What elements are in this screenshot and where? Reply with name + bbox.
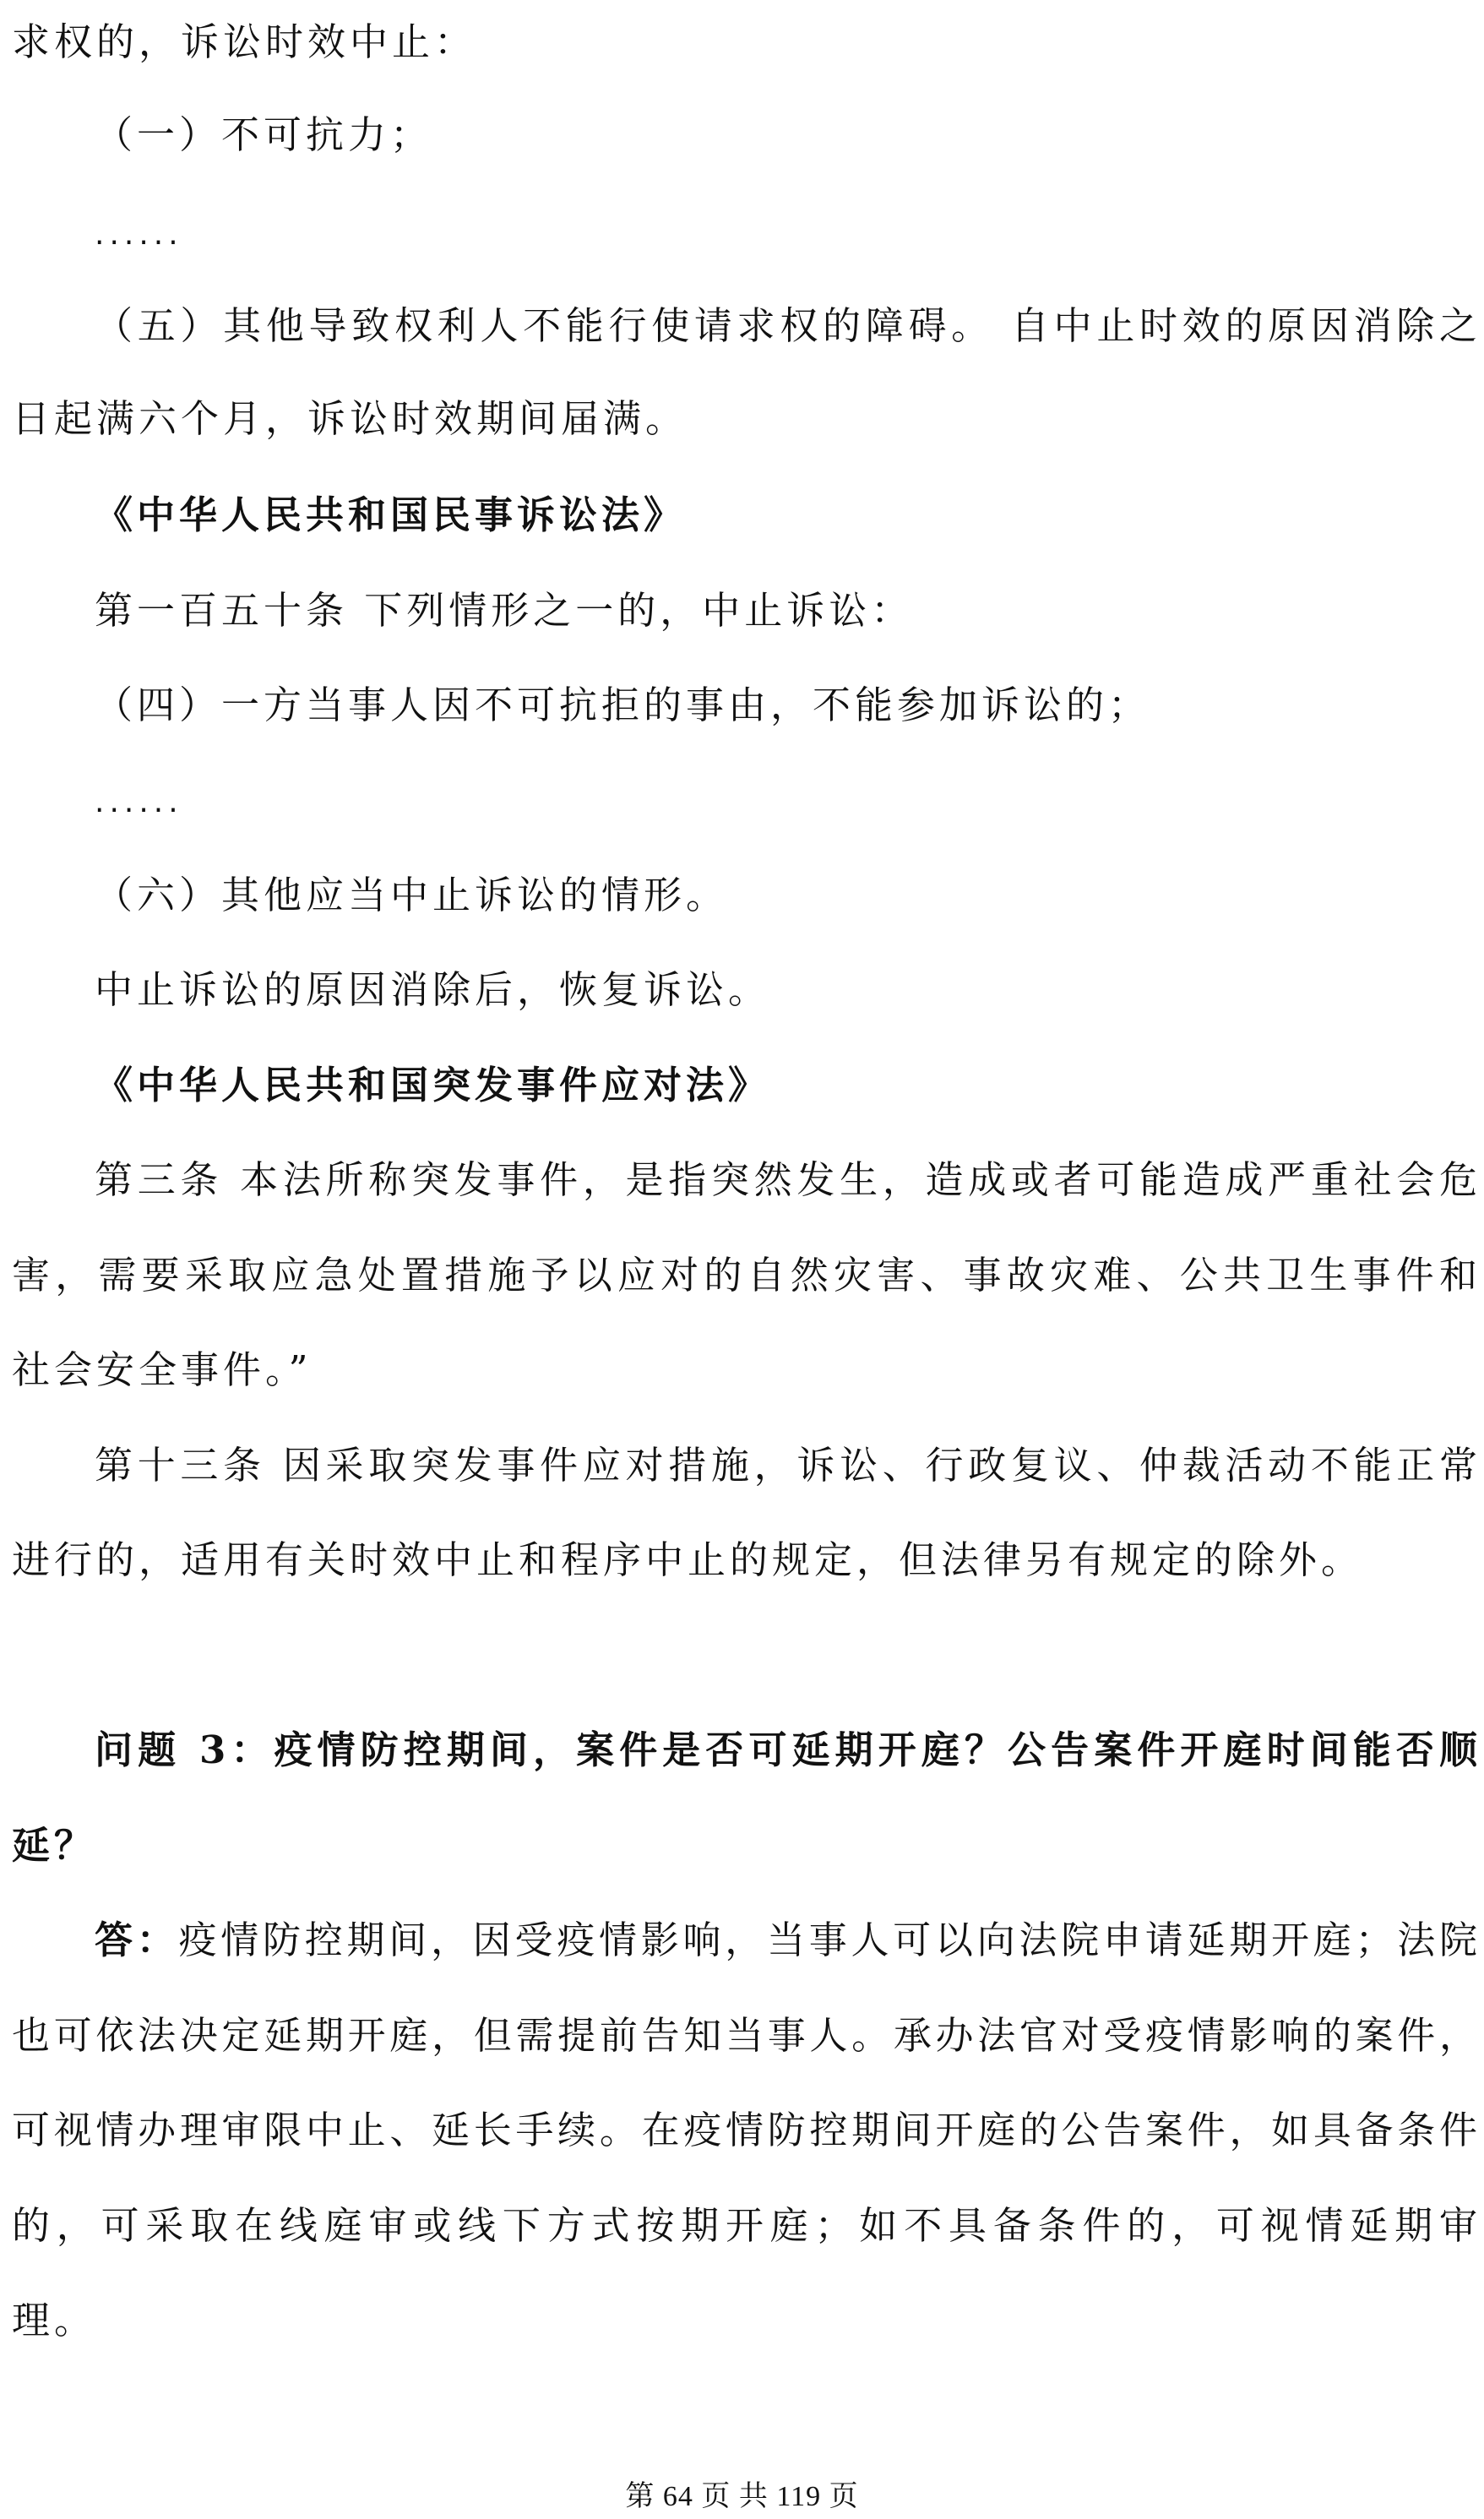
law-title: 《中华人民共和国突发事件应对法》 — [95, 1063, 771, 1107]
answer-label: 答： — [95, 1918, 179, 1962]
question-heading: 问题 3：疫情防控期间，案件是否可延期开庭？公告案件开庭时间能否顺 — [95, 1727, 1477, 1772]
page-number: 第 64 页 共 119 页 — [625, 2481, 859, 2512]
paragraph-line: 进行的，适用有关时效中止和程序中止的规定，但法律另有规定的除外。 — [12, 1537, 1364, 1582]
paragraph-line: （五）其他导致权利人不能行使请求权的障碍。 自中止时效的原因消除之 — [95, 303, 1477, 348]
paragraph-line: 也可依法决定延期开庭，但需提前告知当事人。承办法官对受疫情影响的案件， — [12, 2013, 1477, 2058]
paragraph-line: 第一百五十条 下列情形之一的，中止诉讼： — [95, 588, 914, 633]
answer-text: 疫情防控期间，因受疫情影响，当事人可以向法院申请延期开庭；法院 — [178, 1918, 1477, 1962]
paragraph-line: （一）不可抗力； — [95, 112, 433, 157]
paragraph-line: 社会安全事件。” — [12, 1347, 313, 1392]
ellipsis-line: ...... — [95, 217, 183, 252]
answer-first-line — [95, 1915, 1477, 1966]
law-title: 《中华人民共和国民事诉讼法》 — [95, 492, 687, 537]
paragraph-line: （四）一方当事人因不可抗拒的事由，不能参加诉讼的； — [95, 683, 1151, 727]
question-heading: 延？ — [12, 1823, 97, 1868]
paragraph-line: 的，可采取在线庭审或线下方式按期开庭；如不具备条件的，可视情延期审 — [12, 2203, 1477, 2248]
paragraph-line: （六）其他应当中止诉讼的情形。 — [95, 873, 729, 917]
paragraph-line: 日起满六个月，诉讼时效期间届满。 — [12, 396, 688, 441]
paragraph-line: 求权的，诉讼时效中止： — [12, 19, 477, 64]
paragraph-line: 害，需要采取应急处置措施予以应对的自然灾害、事故灾难、公共卫生事件和 — [12, 1253, 1477, 1298]
paragraph-line: 第三条 本法所称突发事件，是指突然发生，造成或者可能造成严重社会危 — [95, 1157, 1477, 1202]
paragraph-line: 中止诉讼的原因消除后，恢复诉讼。 — [95, 967, 771, 1012]
ellipsis-line: ...... — [95, 785, 183, 819]
paragraph-line: 第十三条 因采取突发事件应对措施，诉讼、行政复议、仲裁活动不能正常 — [95, 1443, 1477, 1488]
paragraph-line: 理。 — [12, 2298, 97, 2342]
paragraph-line: 可视情办理审限中止、延长手续。在疫情防控期间开庭的公告案件，如具备条件 — [12, 2108, 1477, 2152]
